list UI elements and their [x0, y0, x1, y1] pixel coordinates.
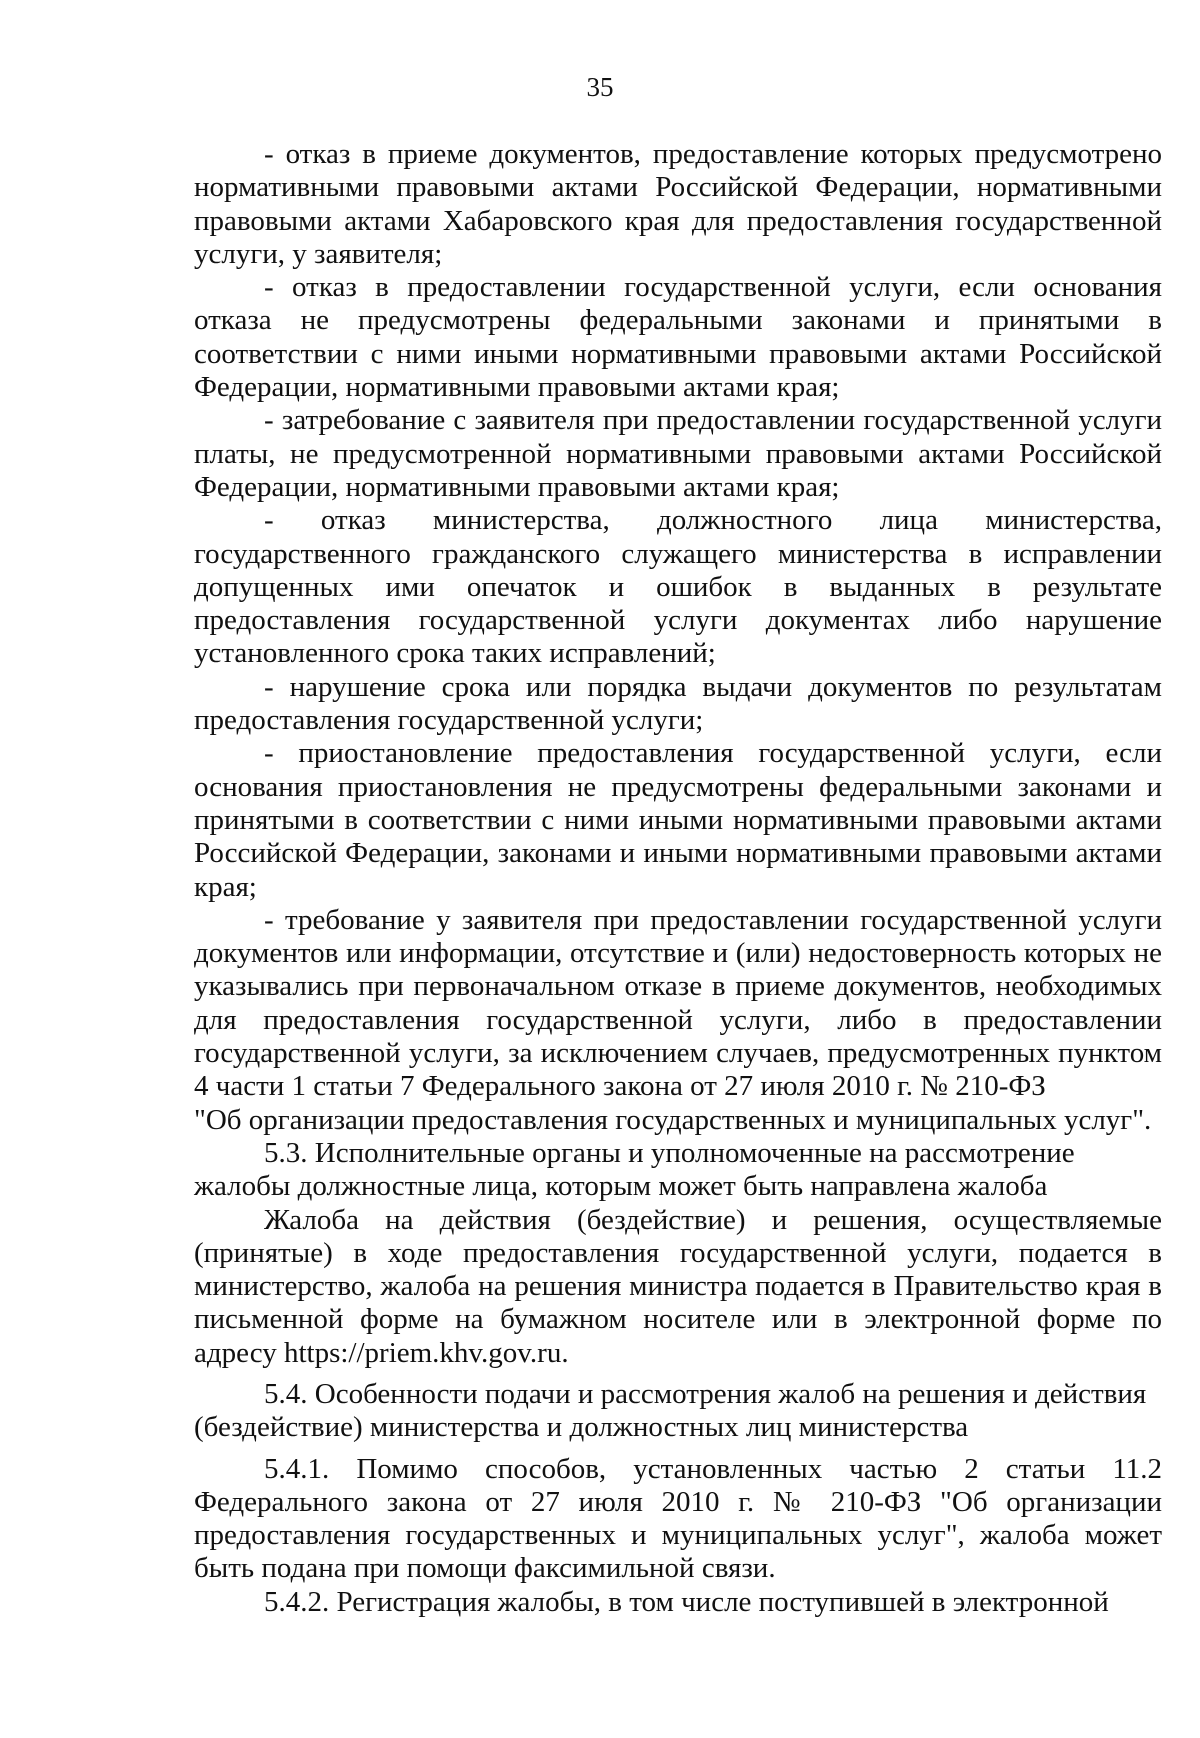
spacer	[194, 1445, 1162, 1453]
paragraph-refusal-acceptance: - отказ в приеме документов, предоставление которых предусмотрено нормативными правовыми актами Российской Федерации, нормативными правовыми актами Хабаровского края для предоставления государственной услуги, у заявителя;	[194, 138, 1162, 270]
paragraph-complaint-submission: Жалоба на действия (бездействие) и решения, осуществляемые (принятые) в ходе предоставления государственной услуги, подается в министерство, жалоба на решения министра подается в Правительство края в письменной форме на бумажном носителе или в электронной форме по адресу https://priem.khv.gov.ru.	[194, 1203, 1162, 1369]
page-number: 35	[586, 72, 614, 102]
paragraph-fee-demand: - затребование с заявителя при предоставлении государственной услуги платы, не предусмотренной нормативными правовыми актами Российской Федерации, нормативными правовыми актами края;	[194, 404, 1162, 503]
document-body	[194, 138, 1162, 1619]
paragraph-issuance-violation: - нарушение срока или порядка выдачи документов по результатам предоставления государственной услуги;	[194, 670, 1162, 737]
paragraph-refusal-provision: - отказ в предоставлении государственной услуги, если основания отказа не предусмотрены федеральными законами и принятыми в соответствии с ними иными нормативными правовыми актами Российской Федерации, нормативными правовыми актами края;	[194, 271, 1162, 404]
spacer	[194, 1370, 1162, 1378]
paragraph-5-4-1: 5.4.1. Помимо способов, установленных частью 2 статьи 11.2 Федерального закона от 27 июля 2010 г. № 210-ФЗ "Об организации предоставления государственных и муниципальных услуг", жалоба может быть подана при помощи факсимильной связи.	[194, 1452, 1162, 1585]
paragraph-5-4-2: 5.4.2. Регистрация жалобы, в том числе поступившей в электронной	[264, 1585, 1109, 1618]
paragraph-correction-refusal: - отказ министерства, должностного лица министерства, государственного гражданского служащего министерства в исправлении допущенных ими опечаток и ошибок в выданных в результате предоставления государственной услуги документах либо нарушение установленного срока таких исправлений;	[194, 504, 1162, 670]
paragraph-suspension: - приостановление предоставления государственной услуги, если основания приостановления не предусмотрены федеральными законами и принятыми в соответствии с ними иными нормативными правовыми актами Российской Федерации, законами и иными нормативными правовыми актами края;	[194, 737, 1162, 903]
section-heading-5-3: 5.3. Исполнительные органы и уполномоченные на рассмотрение жалобы должностные лица, которым может быть направлена жалоба	[194, 1136, 1075, 1203]
paragraph-document-demand: - требование у заявителя при предоставлении государственной услуги документов или информации, отсутствие и (или) недостоверность которых не указывались при первоначальном отказе в приеме документов, необходимых для предоставления государственной услуги, либо в предоставлении государственной услуги, за исключением случаев, предусмотренных пунктом 4 части 1 статьи 7 Федерального закона от 27 июля 2010 г. № 210-ФЗ	[194, 903, 1162, 1103]
section-heading-5-4: 5.4. Особенности подачи и рассмотрения жалоб на решения и действия (бездействие) министерства и должностных лиц министерства	[194, 1377, 1147, 1444]
paragraph-law-title: "Об организации предоставления государственных и муниципальных услуг".	[194, 1103, 1152, 1136]
